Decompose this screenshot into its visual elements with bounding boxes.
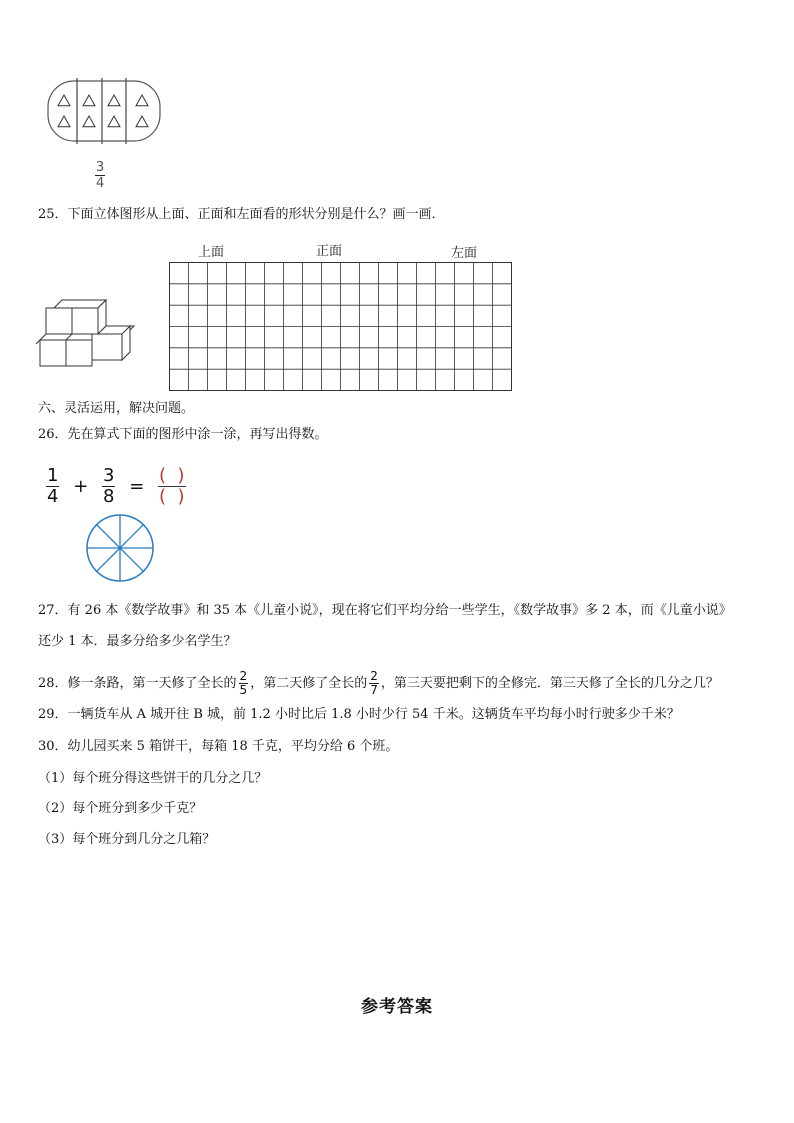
fraction-numerator: 2 bbox=[370, 669, 378, 683]
plus-sign: + bbox=[73, 476, 89, 497]
fraction-two-fifths bbox=[239, 670, 249, 697]
fraction-numerator: 3 bbox=[96, 160, 105, 175]
label-left-view: 左面 bbox=[451, 246, 478, 261]
label-front-view: 正面 bbox=[316, 244, 343, 259]
question-26-text: 26．先在算式下面的图形中涂一涂，再写出得数。 bbox=[38, 427, 328, 442]
equation-frac1-numerator: 1 bbox=[47, 465, 59, 486]
label-top-view: 上面 bbox=[198, 245, 225, 260]
equation-frac2-denominator: 8 bbox=[103, 486, 115, 507]
equation-frac2-numerator: 3 bbox=[103, 465, 115, 486]
question-30-text: 30．幼儿园买来 5 箱饼干，每箱 18 千克，平均分给 6 个班。 bbox=[38, 739, 399, 754]
fraction-two-sevenths bbox=[369, 670, 379, 697]
fraction-denominator: 5 bbox=[239, 683, 248, 697]
answer-blank-numerator[interactable]: ( ) bbox=[159, 465, 185, 486]
question-29-text: 29．一辆货车从 A 城开往 B 城，前 1.2 小时比后 1.8 小时少行 54 千米。这辆货车平均每小时行驶多少千米？ bbox=[38, 707, 680, 722]
question-30-sub3: （3）每个班分到几分之几箱？ bbox=[38, 832, 216, 847]
figure-fraction bbox=[93, 160, 107, 191]
fraction-numerator: 2 bbox=[239, 669, 248, 683]
fraction-denominator: 4 bbox=[96, 176, 105, 191]
equals-sign: = bbox=[129, 476, 145, 497]
fraction-equation bbox=[44, 466, 188, 507]
question-30-sub2: （2）每个班分到多少千克？ bbox=[38, 801, 203, 816]
oval-triangles-figure bbox=[44, 76, 164, 146]
question-27-line2: 还少 1 本．最多分给多少名学生？ bbox=[38, 634, 237, 649]
question-28 bbox=[38, 670, 719, 697]
answers-title: 参考答案 bbox=[361, 997, 433, 1017]
question-30-sub1: （1）每个班分得这些饼干的几分之几？ bbox=[38, 771, 268, 786]
cube-solid-figure bbox=[36, 298, 136, 370]
drawing-grid[interactable] bbox=[169, 262, 512, 392]
question-28-part3: ，第三天要把剩下的全修完．第三天修了全长的几分之几？ bbox=[380, 676, 719, 691]
question-28-part2: ，第二天修了全长的 bbox=[250, 676, 368, 691]
section-six-heading: 六、灵活运用，解决问题。 bbox=[38, 401, 195, 416]
question-28-part1: 28．修一条路，第一天修了全长的 bbox=[38, 676, 237, 691]
answer-blank-denominator[interactable]: ( ) bbox=[159, 486, 185, 507]
eighths-circle[interactable] bbox=[85, 513, 155, 583]
equation-frac1-denominator: 4 bbox=[47, 486, 59, 507]
question-27-line1: 27．有 26 本《数学故事》和 35 本《儿童小说》，现在将它们平均分给一些学生，《数学故事》多 2 本，而《儿童小说》 bbox=[38, 603, 732, 618]
oval-outline bbox=[48, 81, 160, 141]
fraction-denominator: 7 bbox=[370, 683, 378, 697]
question-25-text: 25．下面立体图形从上面、正面和左面看的形状分别是什么？画一画． bbox=[38, 207, 445, 222]
